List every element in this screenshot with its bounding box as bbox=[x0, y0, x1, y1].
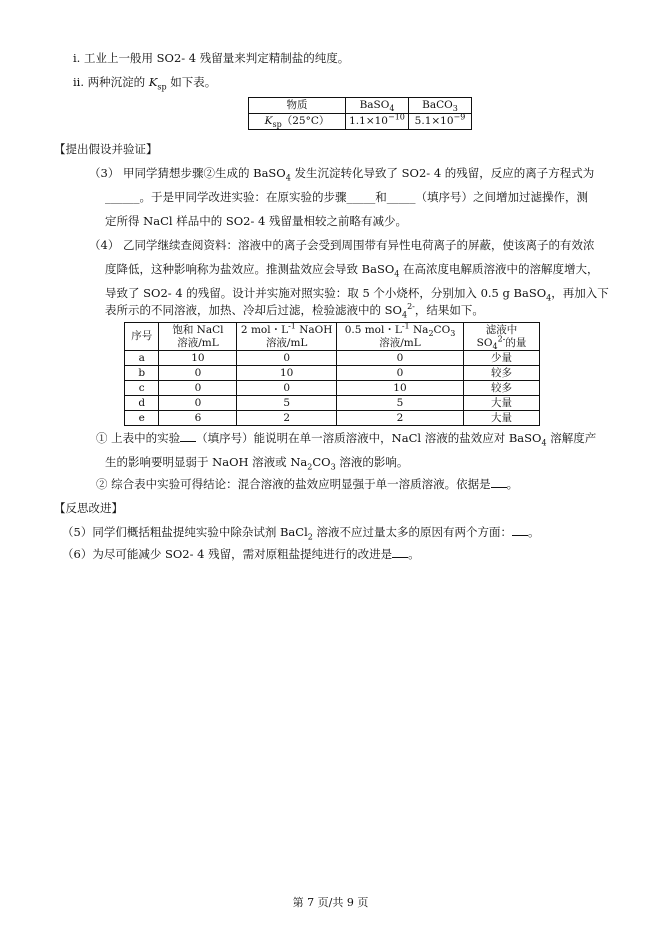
exp-header-filtrate-sub: 4 bbox=[492, 341, 498, 351]
q4-line4 bbox=[105, 302, 484, 318]
exp-header-na2co3-a3: CO bbox=[433, 323, 451, 336]
ksp-baso4-base: 1.1×10 bbox=[349, 115, 388, 127]
ksp-baso4-value bbox=[346, 114, 409, 130]
note-ii-prefix: ii. 两种沉淀的 bbox=[73, 75, 149, 89]
ksp-baco3-base: 5.1×10 bbox=[414, 115, 454, 127]
exp-header-naoh-sup: -1 bbox=[288, 321, 296, 330]
sub1-line1sub: 4 bbox=[541, 438, 547, 448]
exp-cell-naoh: 0 bbox=[237, 381, 337, 396]
exp-header-na2co3-sub1: 2 bbox=[428, 328, 434, 338]
exp-header-na2co3-b: 溶液/mL bbox=[379, 336, 421, 349]
table-row bbox=[125, 396, 540, 411]
exp-cell-amount: 较多 bbox=[464, 381, 540, 396]
exp-cell-na2co3: 0 bbox=[336, 351, 463, 366]
q3-line1sub: 4 bbox=[285, 173, 291, 183]
sub1-line2sub2: 3 bbox=[330, 462, 336, 472]
q4-line3 bbox=[105, 285, 609, 301]
sub1-line1c: 溶解度产 bbox=[546, 431, 597, 445]
sub2-answer-blank[interactable] bbox=[491, 476, 507, 488]
q3-line1 bbox=[89, 165, 594, 181]
q6-a: （6）为尽可能减少 SO2- 4 残留，需对原粗盐提纯进行的改进是 bbox=[62, 547, 393, 561]
q3-blank-equation: ______ bbox=[105, 190, 140, 204]
sub1-line2 bbox=[105, 454, 408, 470]
ksp-header-baco3 bbox=[409, 98, 472, 114]
exp-cell-index: e bbox=[125, 411, 159, 426]
note-ii-k: K bbox=[148, 75, 158, 89]
exp-header-filtrate-sup: 2- bbox=[497, 334, 506, 343]
ksp-header-baso4 bbox=[346, 98, 409, 114]
q3-line2b: 。于是甲同学改进实验：在原实验的步骤 bbox=[139, 190, 347, 204]
exp-cell-naoh: 10 bbox=[237, 366, 337, 381]
ksp-baso4-exp: −10 bbox=[387, 112, 405, 122]
ksp-row-label bbox=[249, 114, 346, 130]
exp-header-nacl-b: 溶液/mL bbox=[177, 336, 219, 349]
exp-header-naoh-a: 2 mol・L bbox=[240, 323, 289, 336]
exp-cell-naoh: 0 bbox=[237, 351, 337, 366]
exp-cell-na2co3: 2 bbox=[336, 411, 463, 426]
ksp-table bbox=[248, 97, 472, 130]
exp-cell-nacl: 0 bbox=[159, 381, 237, 396]
exp-cell-nacl: 0 bbox=[159, 396, 237, 411]
q4-line4sub: 4 bbox=[401, 310, 408, 320]
q5-c: 。 bbox=[528, 525, 540, 539]
q3-line3: 定所得 NaCl 样品中的 SO2- 4 残留量相较之前略有减少。 bbox=[105, 214, 407, 228]
q3-blank-step-b: _____ bbox=[386, 190, 416, 204]
exp-header-na2co3 bbox=[336, 323, 463, 351]
q3-line2 bbox=[105, 189, 588, 205]
ksp-value-row bbox=[249, 114, 472, 130]
exp-header-filtrate-a: 滤液中 bbox=[485, 323, 518, 336]
exp-cell-amount: 大量 bbox=[464, 396, 540, 411]
q4-line4sup: 2- bbox=[407, 302, 415, 312]
exp-cell-naoh: 5 bbox=[237, 396, 337, 411]
ksp-row-label-k: K bbox=[264, 115, 273, 127]
sub1-answer-blank[interactable] bbox=[180, 430, 196, 442]
exp-header-filtrate-b2: 的量 bbox=[505, 336, 527, 349]
exp-cell-naoh: 2 bbox=[237, 411, 337, 426]
q4-line3b: ，再加入下 bbox=[551, 286, 609, 300]
exp-header-row bbox=[125, 323, 540, 351]
q4-line2 bbox=[105, 261, 599, 277]
exp-cell-index: c bbox=[125, 381, 159, 396]
exp-cell-nacl: 0 bbox=[159, 366, 237, 381]
note-ii bbox=[73, 74, 216, 90]
q4-line3a: 导致了 SO2- 4 的残留。设计并实施对照实验：取 5 个小烧杯，分别加入 0.5 g BaSO bbox=[105, 286, 547, 300]
ksp-header-baco3-text: BaCO bbox=[422, 99, 453, 111]
exp-cell-index: b bbox=[125, 366, 159, 381]
exp-header-naoh-a2: NaOH bbox=[295, 323, 333, 336]
section-hypothesis: 【提出假设并验证】 bbox=[54, 142, 158, 156]
q5-answer-blank[interactable] bbox=[512, 524, 528, 536]
exp-header-filtrate bbox=[464, 323, 540, 351]
q3-line2c: 和 bbox=[375, 190, 387, 204]
exp-cell-na2co3: 5 bbox=[336, 396, 463, 411]
exp-cell-index: a bbox=[125, 351, 159, 366]
q5-a: （5）同学们概括粗盐提纯实验中除杂试剂 BaCl bbox=[62, 525, 308, 539]
sub1-line2a: 生的影响要明显弱于 NaOH 溶液或 Na bbox=[105, 455, 308, 469]
ksp-baco3-exp: −9 bbox=[453, 112, 466, 122]
ksp-header-baso4-sub: 4 bbox=[389, 104, 395, 114]
q4-line2a: 度降低，这种影响称为盐效应。推测盐效应会导致 BaSO bbox=[105, 262, 395, 276]
q3-line1a: （3） 甲同学猜想步骤②生成的 BaSO bbox=[89, 166, 286, 180]
table-row bbox=[125, 366, 540, 381]
exp-header-naoh bbox=[237, 323, 337, 351]
exp-header-na2co3-sub2: 3 bbox=[450, 328, 456, 338]
note-i: i. 工业上一般用 SO2- 4 残留量来判定精制盐的纯度。 bbox=[73, 51, 350, 65]
q3-blank-step-a: _____ bbox=[346, 190, 376, 204]
q5-sub: 2 bbox=[307, 532, 313, 542]
sub1-line2sub1: 2 bbox=[307, 462, 313, 472]
exp-cell-index: d bbox=[125, 396, 159, 411]
exp-cell-amount: 少量 bbox=[464, 351, 540, 366]
exp-header-filtrate-so: SO bbox=[476, 336, 493, 349]
q3-line2d: （填序号）之间增加过滤操作，测 bbox=[415, 190, 588, 204]
sub1-line2b: CO bbox=[312, 455, 331, 469]
ksp-header-baco3-sub: 3 bbox=[452, 104, 458, 114]
exp-header-na2co3-a2: Na bbox=[409, 323, 429, 336]
exp-header-na2co3-a: 0.5 mol・L bbox=[344, 323, 402, 336]
ksp-baco3-value bbox=[409, 114, 472, 130]
exp-cell-nacl: 10 bbox=[159, 351, 237, 366]
sub2-line1a: ② 综合表中实验可得结论：混合溶液的盐效应明显强于单一溶质溶液。依据是 bbox=[96, 477, 491, 491]
q4-line1: （4） 乙同学继续查阅资料：溶液中的离子会受到周围带有异性电荷离子的屏蔽，使该离子的有效浓 bbox=[89, 238, 595, 252]
table-row bbox=[125, 381, 540, 396]
ksp-row-label-rest: （25°C） bbox=[281, 115, 330, 127]
exp-cell-na2co3: 10 bbox=[336, 381, 463, 396]
note-ii-suffix: 如下表。 bbox=[166, 75, 217, 89]
q4-line3sub: 4 bbox=[546, 293, 552, 303]
q5-b: 溶液不应过量太多的原因有两个方面： bbox=[312, 525, 513, 539]
note-ii-sub: sp bbox=[157, 82, 167, 92]
ksp-header-substance: 物质 bbox=[249, 98, 346, 114]
q4-line4b: ，结果如下。 bbox=[414, 303, 484, 317]
q6-line bbox=[62, 546, 420, 562]
exp-cell-na2co3: 0 bbox=[336, 366, 463, 381]
exp-cell-amount: 大量 bbox=[464, 411, 540, 426]
exp-header-nacl-a: 饱和 NaCl bbox=[172, 323, 224, 336]
sub1-line1b: （填序号）能说明在单一溶质溶液中，NaCl 溶液的盐效应对 BaSO bbox=[196, 431, 542, 445]
q4-line4a: 表所示的不同溶液，加热、冷却后过滤，检验滤液中的 SO bbox=[105, 303, 402, 317]
section-reflect: 【反思改进】 bbox=[54, 501, 123, 515]
q4-line2b: 在高浓度电解质溶液中的溶解度增大， bbox=[399, 262, 599, 276]
q5-line bbox=[62, 524, 540, 540]
table-row bbox=[125, 351, 540, 366]
q6-answer-blank[interactable] bbox=[392, 546, 408, 558]
page-footer: 第 7 页/共 9 页 bbox=[292, 896, 369, 909]
exp-header-index: 序号 bbox=[125, 323, 159, 351]
table-row bbox=[125, 411, 540, 426]
q3-line1b: 发生沉淀转化导致了 SO2- 4 的残留，反应的离子方程式为 bbox=[290, 166, 595, 180]
ksp-header-baso4-text: BaSO bbox=[359, 99, 390, 111]
exp-header-nacl bbox=[159, 323, 237, 351]
q4-line2sub: 4 bbox=[394, 269, 400, 279]
sub2-line1b: 。 bbox=[506, 477, 519, 491]
exp-header-naoh-b: 溶液/mL bbox=[265, 336, 308, 349]
sub1-line1 bbox=[96, 430, 596, 446]
sub1-line1a: ① 上表中的实验 bbox=[96, 431, 181, 445]
ksp-row-label-sub: sp bbox=[272, 120, 282, 130]
experiment-table bbox=[124, 322, 540, 426]
sub1-line2c: 溶液的影响。 bbox=[335, 455, 409, 469]
exp-cell-amount: 较多 bbox=[464, 366, 540, 381]
sub2-line1 bbox=[96, 476, 518, 492]
q6-b: 。 bbox=[408, 547, 420, 561]
ksp-header-row bbox=[249, 98, 472, 114]
exp-header-na2co3-sup: -1 bbox=[401, 321, 410, 330]
exp-cell-nacl: 6 bbox=[159, 411, 237, 426]
